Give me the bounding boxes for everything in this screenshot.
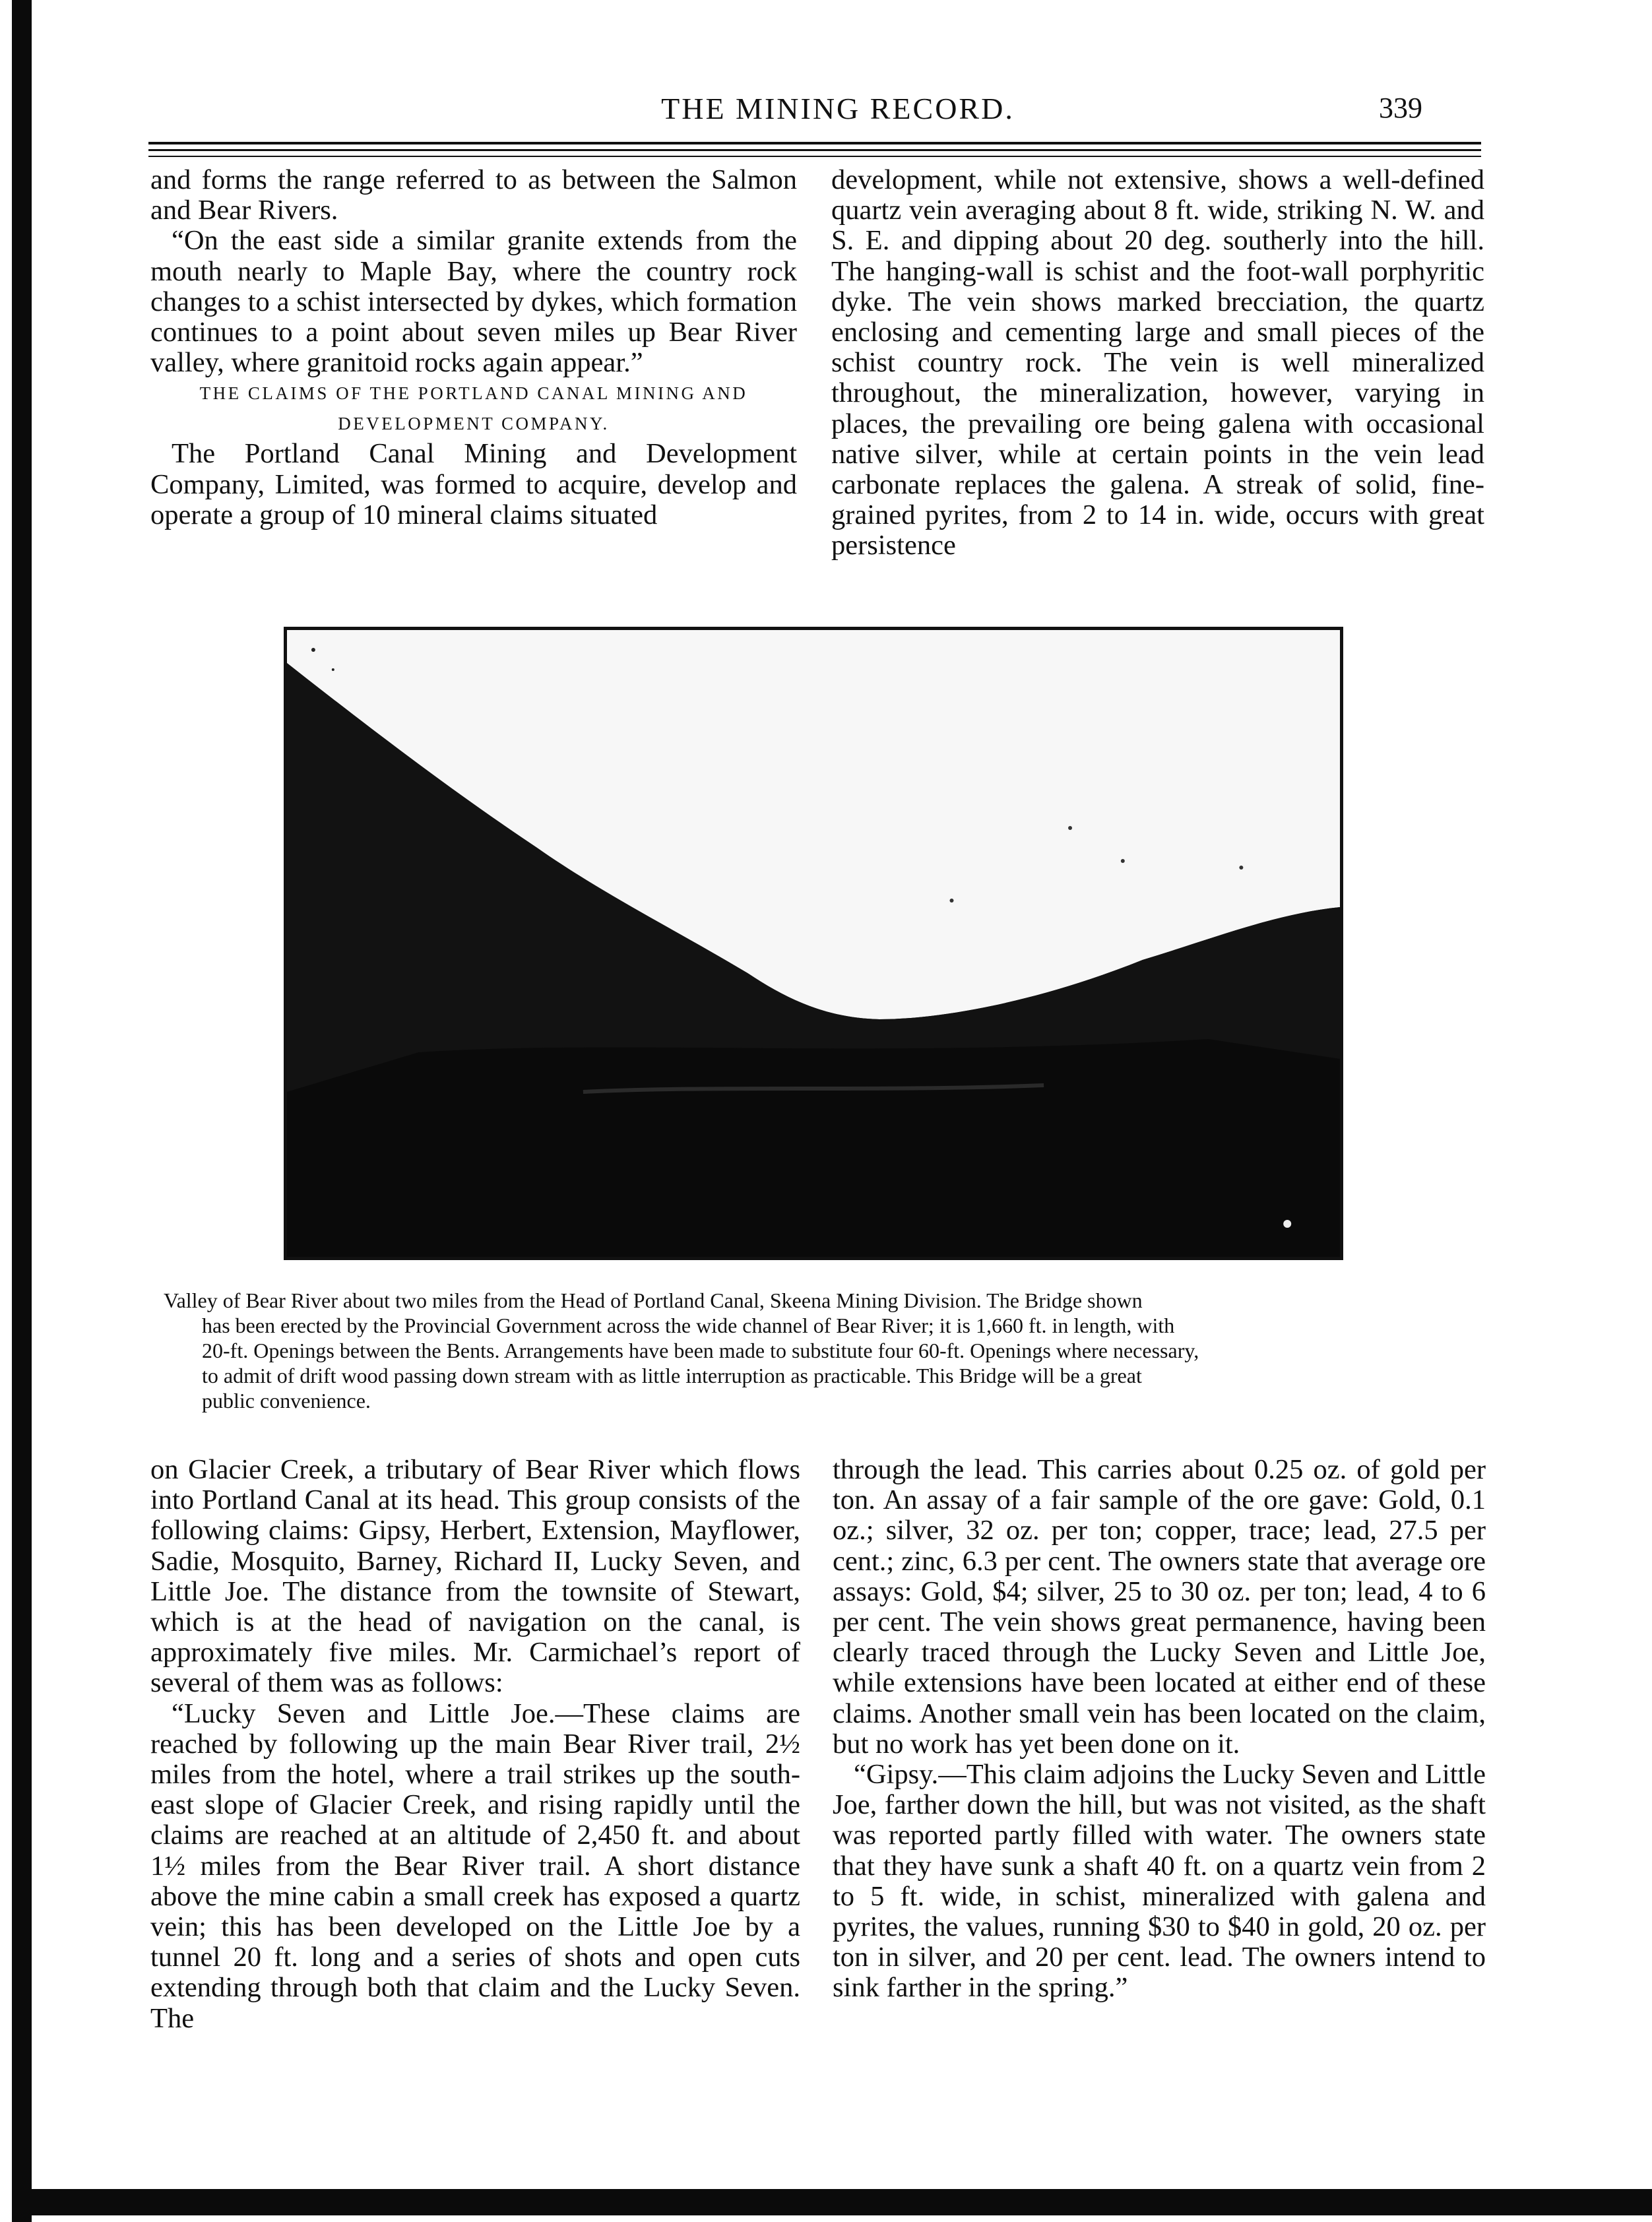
header-rule <box>148 142 1481 144</box>
section-heading <box>150 378 797 439</box>
page-bottom-edge <box>12 2189 1652 2215</box>
paragraph: on Glacier Creek, a tributary of Bear River which flows into Portland Canal at its head. This group consists of the following claims: Gipsy, Herbert, Extension, Mayflower, Sadie, Mosquito, Barney, Richard II, Lucky Seven, and Little Joe. The distance from the townsite of Stewart, which is at the head of navigation on the canal, is approximately five miles. Mr. Carmichael’s report of several of them was as follows: <box>150 1454 800 1699</box>
caption-line: Valley of Bear River about two miles from the Head of Portland Canal, Skeena Mining Division. The Bridge shown <box>164 1288 1143 1312</box>
photo-caption <box>164 1288 1477 1413</box>
bottom-right-column <box>833 1455 1486 2004</box>
page-number: 339 <box>1379 92 1422 124</box>
page-edge-shadow <box>12 0 32 2222</box>
header-rule <box>148 149 1481 151</box>
paragraph: The Portland Canal Mining and Development Company, Limited, was formed to acquire, develop and operate a group of 10 mineral claims situated <box>150 438 797 530</box>
bottom-left-column <box>150 1455 800 2034</box>
top-right-column <box>831 165 1484 561</box>
paragraph: and forms the range referred to as between the Salmon and Bear Rivers. <box>150 164 797 226</box>
paragraph: “Lucky Seven and Little Joe.—These claims are reached by following up the main Bear River trail, 2½ miles from the hotel, where a trail strikes up the south-east slope of Glacier Creek, and rising rapidly until the claims are reached at an altitude of 2,450 ft. and about 1½ miles from the Bear River trail. A short distance above the mine cabin a small creek has exposed a quartz vein; this has been developed on the Little Joe by a tunnel 20 ft. long and a series of shots and open cuts extending through both that claim and the Lucky Seven. The <box>150 1698 800 2034</box>
paragraph: development, while not extensive, shows a well-defined quartz vein averaging about 8 ft. wide, striking N. W. and S. E. and dipping about 20 deg. southerly into the hill. The hanging-wall is schist and the foot-wall porphyritic dyke. The vein shows marked brecciation, the quartz enclosing and cementing large and small pieces of the schist country rock. The vein is well mineralized throughout, the mineralization, however, varying in places, the prevailing ore being galena with occasional native silver, while at certain points in the vein lead carbonate replaces the galena. A streak of solid, fine-grained pyrites, from 2 to 14 in. wide, occurs with great persistence <box>831 164 1484 561</box>
paragraph: “Gipsy.—This claim adjoins the Lucky Seven and Little Joe, farther down the hill, but was not visited, as the shaft was reported partly filled with water. The owners state that they have sunk a shaft 40 ft. on a quartz vein from 2 to 5 ft. wide, in schist, mineralized with galena and pyrites, the values, running $30 to $40 in gold, 20 oz. per ton in silver, and 20 per cent. lead. The owners intend to sink farther in the spring.” <box>833 1759 1486 2004</box>
section-heading-line: THE CLAIMS OF THE PORTLAND CANAL MINING AND <box>199 383 748 404</box>
caption-line: public convenience. <box>202 1389 371 1413</box>
paragraph: through the lead. This carries about 0.25 oz. of gold per ton. An assay of a fair sample of the ore gave: Gold, 0.1 oz.; silver, 32 oz. per ton; copper, trace; lead, 27.5 per cent.; zinc, 6.3 per cent. The owners state that average ore assays: Gold, $4; silver, 25 to 30 oz. per ton; lead, 4 to 6 per cent. The vein shows great permanence, having been clearly traced through the Lucky Seven and Little Joe, while extensions have been located at either end of these claims. Another small vein has been located on the claim, but no work has yet been done on it. <box>833 1454 1486 1760</box>
caption-line: to admit of drift wood passing down stream with as little interruption as practicable. This Bridge will be a great <box>202 1364 1142 1387</box>
journal-title: THE MINING RECORD. <box>661 92 1015 125</box>
top-left-column <box>150 165 797 530</box>
caption-line: 20-ft. Openings between the Bents. Arrangements have been made to substitute four 60-ft. Openings where necessary, <box>202 1339 1199 1362</box>
paragraph: “On the east side a similar granite extends from the mouth nearly to Maple Bay, where the country rock changes to a schist intersected by dykes, which formation continues to a point about seven miles up Bear River valley, where granitoid rocks again appear.” <box>150 225 797 379</box>
bear-river-valley-photo <box>284 627 1343 1260</box>
valley-landscape-image <box>287 630 1340 1257</box>
header-rule <box>148 156 1481 157</box>
section-heading-line: DEVELOPMENT COMPANY. <box>338 414 610 434</box>
caption-line: has been erected by the Provincial Government across the wide channel of Bear River; it is 1,660 ft. in length, with <box>202 1314 1175 1337</box>
